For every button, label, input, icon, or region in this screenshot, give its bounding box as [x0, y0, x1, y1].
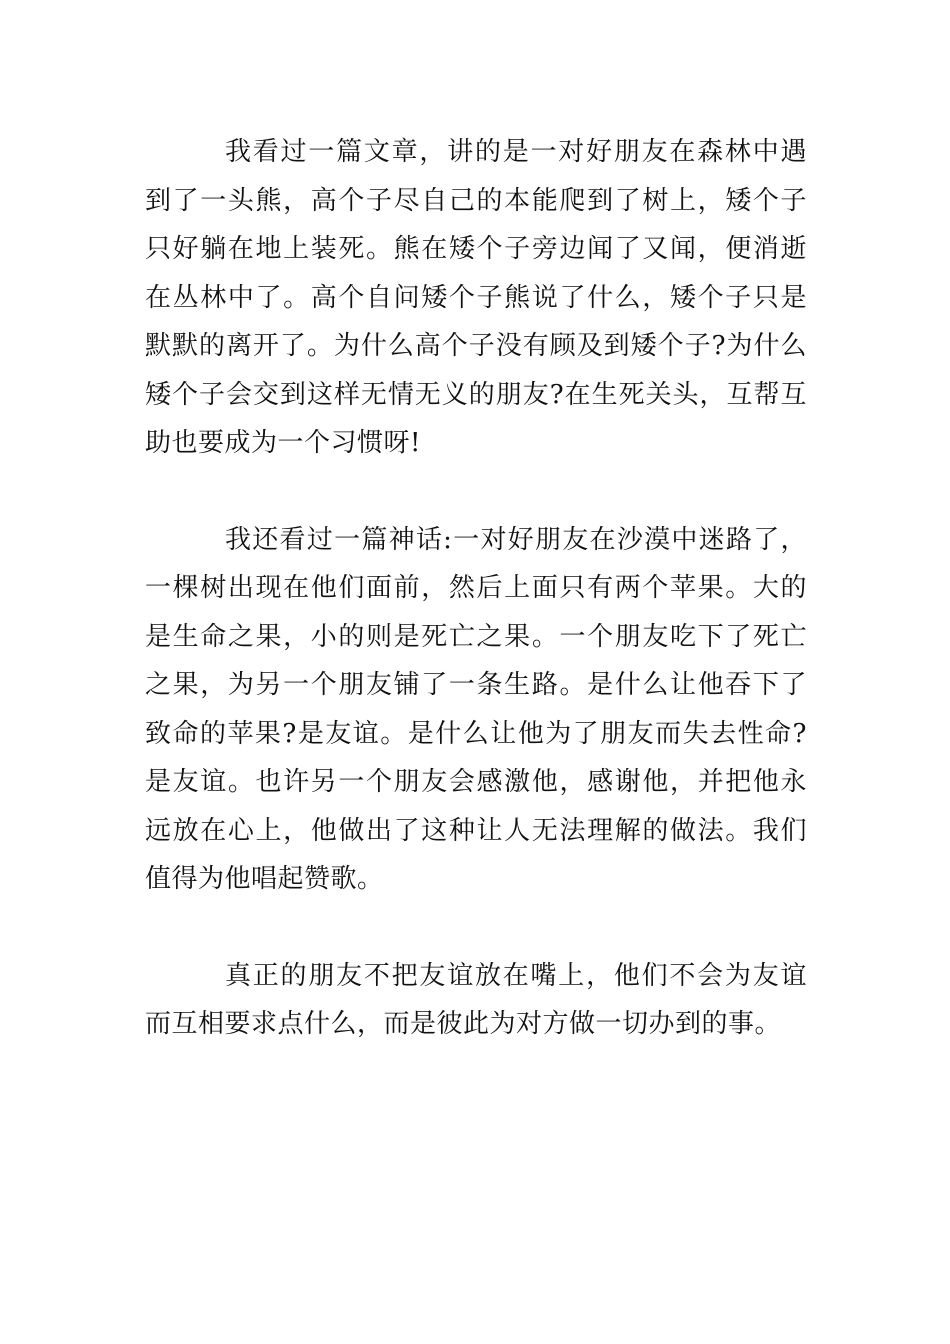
paragraph-bear-story: 我看过一篇文章，讲的是一对好朋友在森林中遇到了一头熊，高个子尽自己的本能爬到了树上，矮个子只好躺在地上装死。熊在矮个子旁边闻了又闻，便消逝在丛林中了。高个自问矮个子熊说了什么，矮个子只是默默的离开了。为什么高个子没有顾及到矮个子?为什么矮个子会交到这样无情无义的朋友?在生死关头，互帮互助也要成为一个习惯呀!: [145, 137, 807, 458]
paragraph-apple-myth: 我还看过一篇神话:一对好朋友在沙漠中迷路了，一棵树出现在他们面前，然后上面只有两个苹果。大的是生命之果，小的则是死亡之果。一个朋友吃下了死亡之果，为另一个朋友铺了一条生路。是什么让他吞下了致命的苹果?是友谊。是什么让他为了朋友而失去性命?是友谊。也许另一个朋友会感激他，感谢他，并把他永远放在心上，他做出了这种让人无法理解的做法。我们值得为他唱起赞歌。: [145, 524, 807, 894]
paragraph-true-friends: 真正的朋友不把友谊放在嘴上，他们不会为友谊而互相要求点什么，而是彼此为对方做一切办到的事。: [145, 960, 807, 1039]
document-body: [145, 128, 807, 1049]
